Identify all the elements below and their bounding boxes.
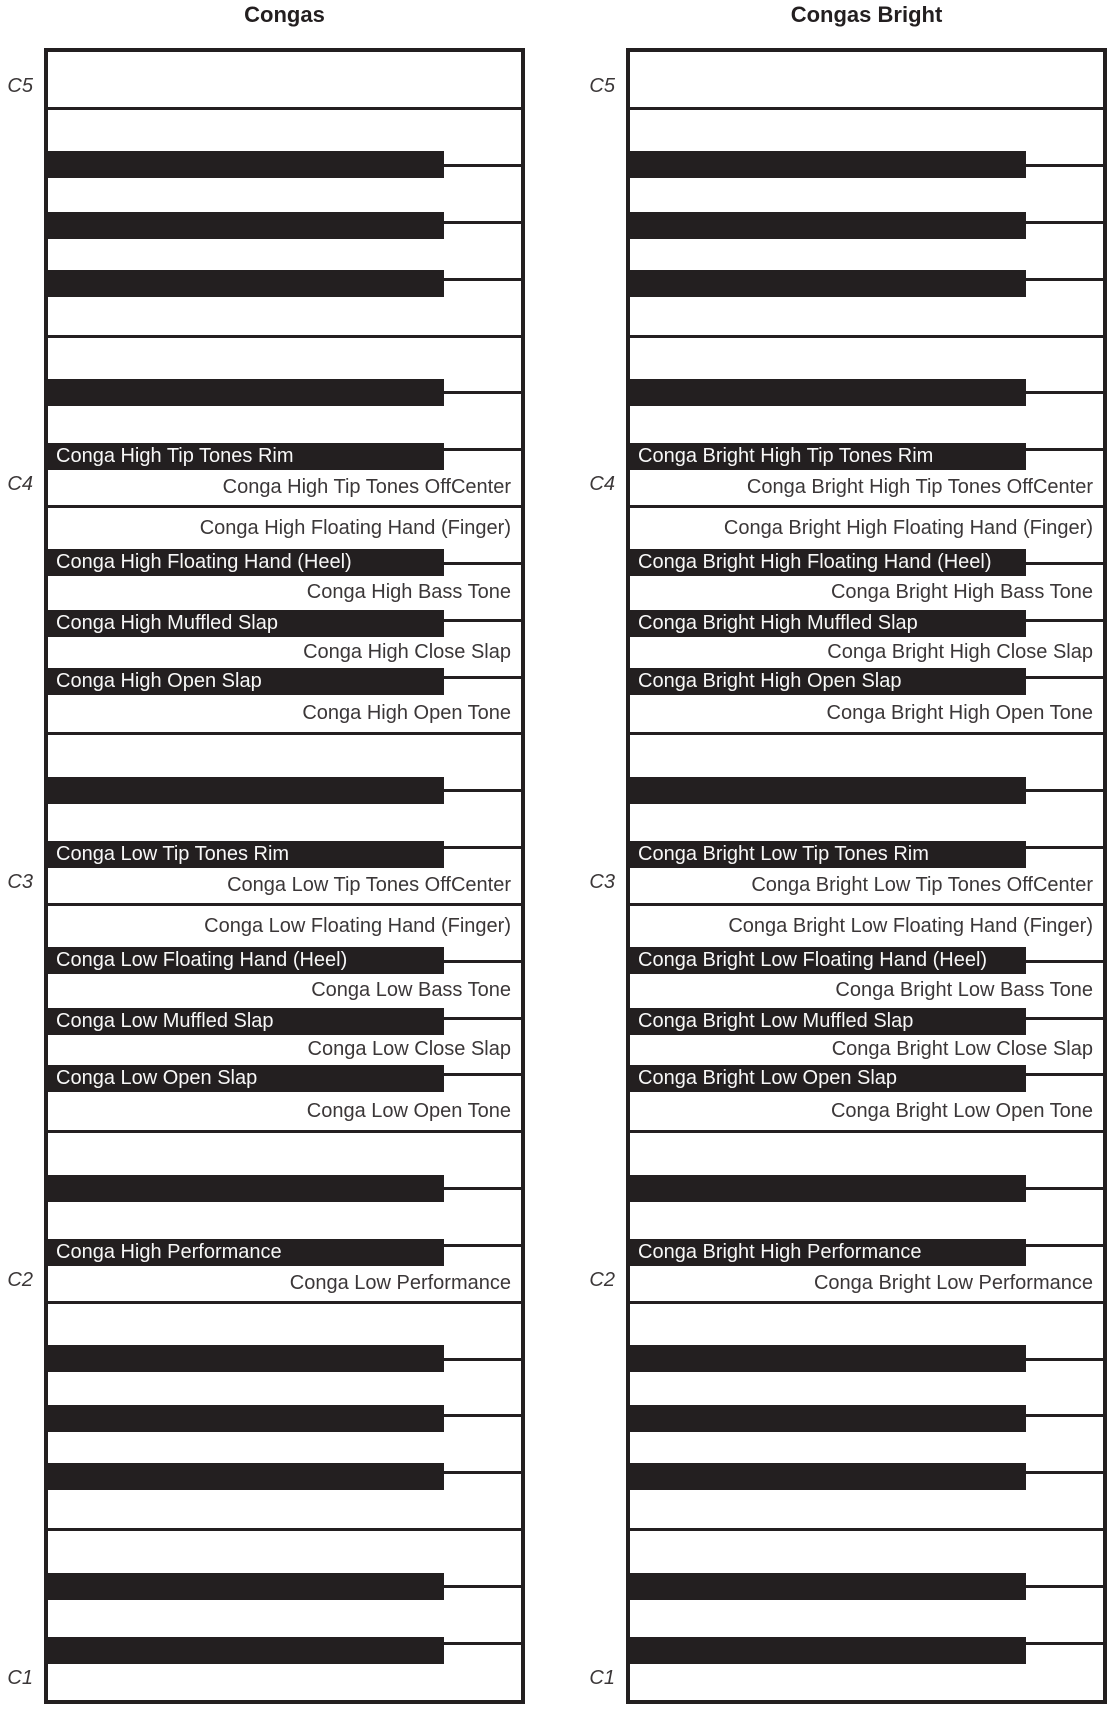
white-key-label-F2: Conga Bright Low Open Tone: [830, 1099, 1093, 1122]
white-key-D2: [630, 1189, 1103, 1246]
octave-label-C1: C1: [7, 1666, 33, 1689]
white-key-F1: [630, 1473, 1103, 1530]
black-key-label-Ab2: Conga Bright Low Muffled Slap: [638, 1009, 914, 1032]
black-key-label-Bb3: Conga High Floating Hand (Heel): [56, 550, 352, 573]
white-key-label-F2: Conga Low Open Tone: [306, 1099, 511, 1122]
black-key-label-Ab3: Conga High Muffled Slap: [56, 611, 278, 634]
white-key-label-G2: Conga Low Close Slap: [307, 1038, 511, 1061]
octave-label-C4: C4: [7, 473, 33, 496]
black-key-label-Bb2: Conga Bright Low Floating Hand (Heel): [638, 948, 988, 971]
black-key-label-Bb3: Conga Bright High Floating Hand (Heel): [638, 550, 992, 573]
black-key-label-Gb3: Conga High Open Slap: [56, 669, 262, 692]
white-key-C5: [48, 52, 521, 109]
keyboard-congas-bright: [589, 48, 1107, 1704]
octave-label-C4: C4: [589, 473, 615, 496]
white-key-label-A2: Conga Low Bass Tone: [311, 979, 511, 1002]
white-key-label-C4: Conga Bright High Tip Tones OffCenter: [746, 476, 1093, 499]
white-key-label-C2: Conga Low Performance: [289, 1271, 511, 1294]
white-key-label-B2: Conga Bright Low Floating Hand (Finger): [728, 914, 1093, 937]
white-key-D3: [630, 791, 1103, 848]
octave-label-C3: C3: [7, 871, 33, 893]
octave-label-C2: C2: [589, 1268, 615, 1291]
white-key-label-G3: Conga High Close Slap: [303, 640, 511, 663]
white-key-F1: [48, 1473, 521, 1530]
black-key-label-Gb3: Conga Bright High Open Slap: [638, 669, 902, 692]
white-key-label-C2: Conga Bright Low Performance: [813, 1271, 1093, 1294]
black-key-label-Db4: Conga Bright High Tip Tones Rim: [638, 445, 934, 468]
white-key-D4: [630, 393, 1103, 450]
white-key-label-A2: Conga Bright Low Bass Tone: [835, 979, 1093, 1002]
white-key-label-C4: Conga High Tip Tones OffCenter: [222, 476, 511, 499]
black-key-label-Gb2: Conga Low Open Slap: [56, 1067, 258, 1090]
octave-label-C5: C5: [7, 75, 33, 98]
white-key-D1: [48, 1586, 521, 1643]
white-key-label-A3: Conga Bright High Bass Tone: [830, 581, 1093, 604]
white-key-D4: [48, 393, 521, 450]
white-key-label-G3: Conga Bright High Close Slap: [827, 640, 1093, 663]
white-key-label-C3: Conga Bright Low Tip Tones OffCenter: [751, 873, 1093, 896]
white-key-D2: [48, 1189, 521, 1246]
black-key-label-Db2: Conga Bright High Performance: [638, 1240, 922, 1263]
black-key-label-Db2: Conga High Performance: [56, 1240, 282, 1263]
octave-label-C2: C2: [7, 1268, 33, 1291]
white-key-label-F3: Conga High Open Tone: [302, 702, 511, 724]
white-key-label-F3: Conga Bright High Open Tone: [826, 702, 1093, 724]
white-key-D3: [48, 791, 521, 848]
octave-label-C1: C1: [589, 1666, 615, 1689]
white-key-F4: [48, 279, 521, 336]
white-key-label-C3: Conga Low Tip Tones OffCenter: [227, 873, 511, 896]
white-key-C1: [630, 1643, 1103, 1700]
white-key-label-B3: Conga High Floating Hand (Finger): [199, 517, 511, 540]
octave-label-C5: C5: [589, 75, 615, 98]
black-key-label-Ab3: Conga Bright High Muffled Slap: [638, 611, 918, 634]
black-key-label-Ab2: Conga Low Muffled Slap: [56, 1009, 274, 1032]
white-key-F4: [630, 279, 1103, 336]
white-key-label-G2: Conga Bright Low Close Slap: [831, 1038, 1093, 1061]
black-key-label-Gb2: Conga Bright Low Open Slap: [638, 1067, 898, 1090]
white-key-D1: [630, 1586, 1103, 1643]
white-key-label-A3: Conga High Bass Tone: [306, 581, 511, 604]
black-key-label-Bb2: Conga Low Floating Hand (Heel): [56, 948, 348, 971]
octave-label-C3: C3: [589, 871, 615, 893]
keyboard-title-congas: Congas: [244, 2, 325, 27]
white-key-label-B2: Conga Low Floating Hand (Finger): [204, 914, 511, 937]
white-key-label-B3: Conga Bright High Floating Hand (Finger): [723, 517, 1093, 540]
black-key-label-Db3: Conga Low Tip Tones Rim: [56, 843, 290, 866]
black-key-label-Db3: Conga Bright Low Tip Tones Rim: [638, 843, 929, 866]
keyboard-title-congas-bright: Congas Bright: [790, 2, 943, 27]
keyboard-congas: [7, 48, 525, 1704]
white-key-C5: [630, 52, 1103, 109]
black-key-label-Db4: Conga High Tip Tones Rim: [56, 445, 294, 468]
white-key-C1: [48, 1643, 521, 1700]
